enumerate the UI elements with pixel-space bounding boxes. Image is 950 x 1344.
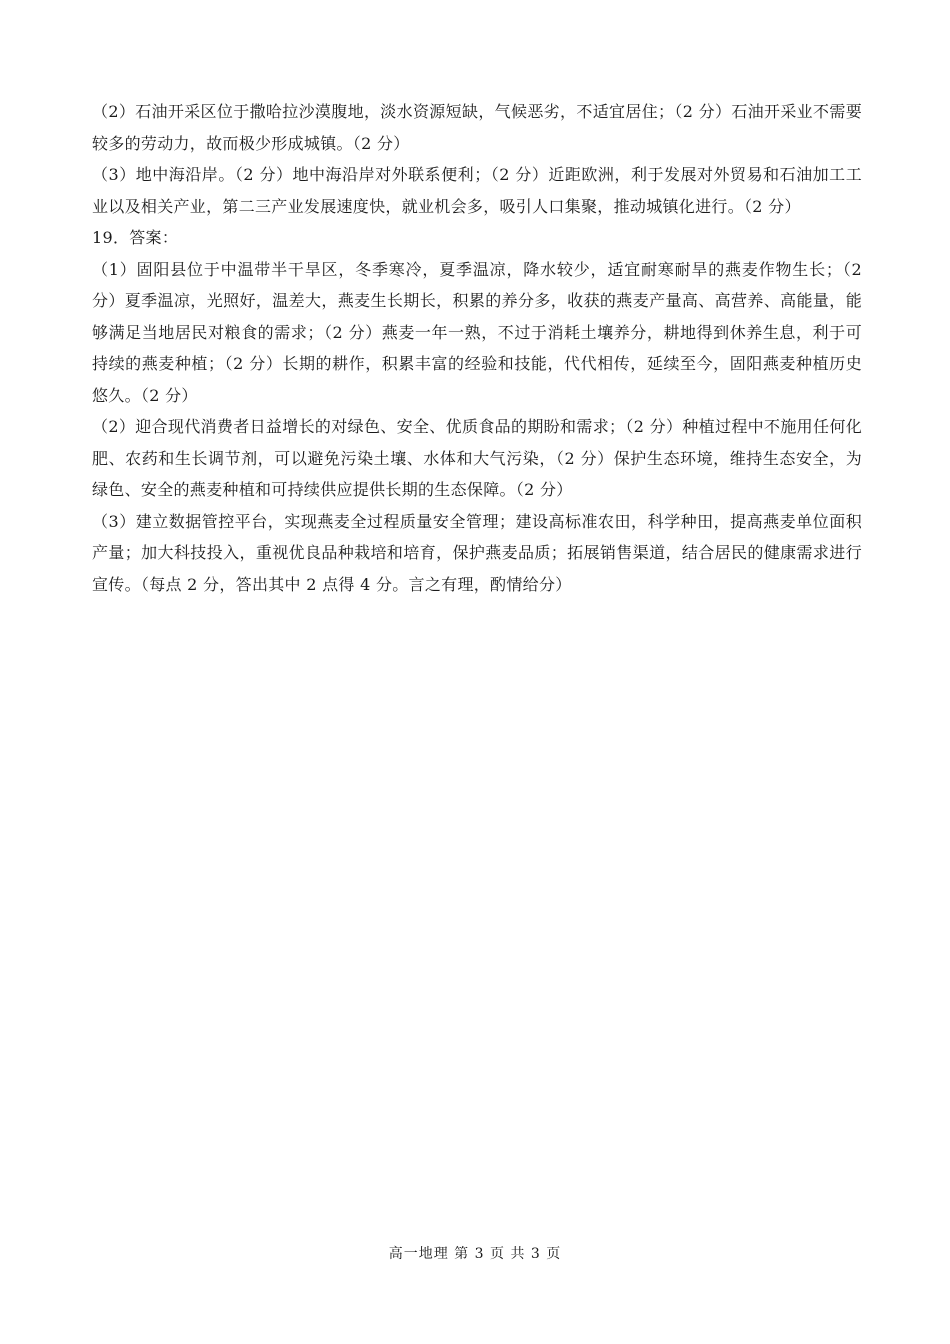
q19-part3-answer: （3）建立数据管控平台，实现燕麦全过程质量安全管理；建设高标准农田，科学种田，提高燕麦单位面积产量；加大科技投入，重视优良品种栽培和培育，保护燕麦品质；拓展销售渠道，结合居民的健康需求进行宣传。（每点 2 分，答出其中 2 点得 4 分。言之有理，酌情给分） — [92, 511, 862, 594]
q18-part2-answer: （2）石油开采区位于撒哈拉沙漠腹地，淡水资源短缺，气候恶劣，不适宜居住；（2 分）石油开采业不需要较多的劳动力，故而极少形成城镇。（2 分） — [92, 102, 862, 153]
q19-part1-answer: （1）固阳县位于中温带半干旱区，冬季寒冷，夏季温凉，降水较少，适宜耐寒耐旱的燕麦作物生长；（2 分）夏季温凉，光照好，温差大，燕麦生长期长，积累的养分多，收获的燕麦产量高、高营养、高能量，能够满足当地居民对粮食的需求；（2 分）燕麦一年一熟，不过于消耗土壤养分，耕地得到休养生息，利于可持续的燕麦种植；（2 分）长期的耕作，积累丰富的经验和技能，代代相传，延续至今，固阳燕麦种植历史悠久。（2 分） — [92, 259, 862, 405]
answer-content — [92, 96, 862, 600]
q19-heading: 19．答案： — [92, 228, 179, 247]
q18-part3-answer: （3）地中海沿岸。（2 分）地中海沿岸对外联系便利；（2 分）近距欧洲，利于发展对外贸易和石油加工工业以及相关产业，第二三产业发展速度快，就业机会多，吸引人口集聚，推动城镇化进行。（2 分） — [92, 165, 862, 216]
page-footer: 高一地理 第 3 页 共 3 页 — [388, 1246, 562, 1262]
q19-part2-answer: （2）迎合现代消费者日益增长的对绿色、安全、优质食品的期盼和需求；（2 分）种植过程中不施用任何化肥、农药和生长调节剂，可以避免污染土壤、水体和大气污染，（2 分）保护生态环境，维持生态安全，为绿色、安全的燕麦种植和可持续供应提供长期的生态保障。（2 分） — [92, 417, 862, 499]
